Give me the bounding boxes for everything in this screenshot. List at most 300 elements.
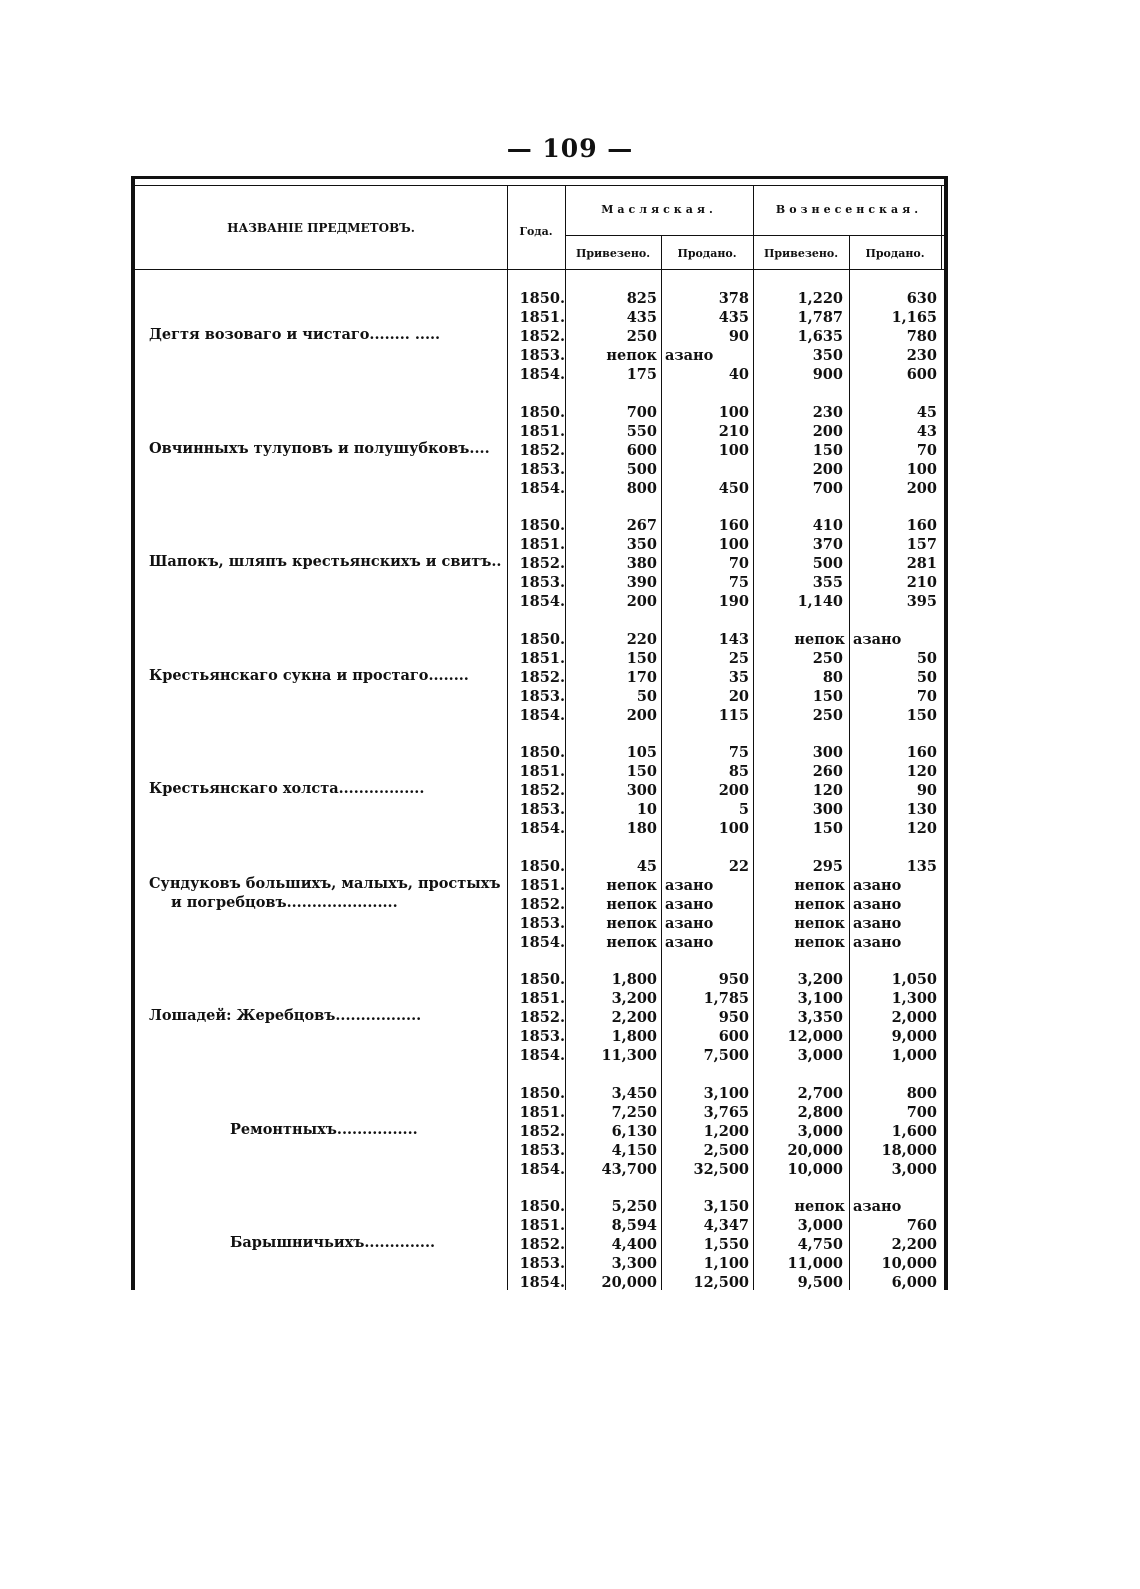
item-name: Сундуковъ большихъ, малыхъ, простыхъ bbox=[149, 875, 501, 892]
not-shown-part-b: азано bbox=[853, 877, 902, 894]
voznesenskaya-sold: 1,165 bbox=[891, 309, 937, 326]
maslyanskaya-sold: 90 bbox=[728, 328, 749, 345]
table-row bbox=[135, 630, 952, 649]
maslyanskaya-sold: 1,785 bbox=[703, 990, 749, 1007]
item-group bbox=[135, 970, 952, 1065]
year-cell: 1853. bbox=[519, 688, 565, 705]
maslyanskaya-imported: 3,450 bbox=[611, 1085, 657, 1102]
item-name: Крестьянскаго сукна и простаго........ bbox=[149, 667, 469, 684]
header-market-voznesenskaya: Вознесенская. bbox=[775, 203, 923, 216]
voznesenskaya-imported: 1,635 bbox=[797, 328, 843, 345]
voznesenskaya-sold: 18,000 bbox=[881, 1142, 937, 1159]
table-row bbox=[135, 308, 952, 327]
maslyanskaya-imported: 1,800 bbox=[611, 1028, 657, 1045]
maslyanskaya-sold: 600 bbox=[718, 1028, 749, 1045]
table-row bbox=[135, 1084, 952, 1103]
voznesenskaya-sold: 760 bbox=[906, 1217, 937, 1234]
year-cell: 1853. bbox=[519, 574, 565, 591]
year-cell: 1852. bbox=[519, 1236, 565, 1253]
voznesenskaya-sold: 2,000 bbox=[891, 1009, 937, 1026]
year-cell: 1854. bbox=[519, 480, 565, 497]
item-group bbox=[135, 516, 952, 611]
page-number: — 109 — bbox=[506, 134, 634, 163]
year-cell: 1854. bbox=[519, 366, 565, 383]
header-item-name: НАЗВАНІЕ ПРЕДМЕТОВЪ. bbox=[227, 221, 415, 235]
voznesenskaya-imported: 200 bbox=[812, 423, 843, 440]
voznesenskaya-sold: 90 bbox=[916, 782, 937, 799]
rule-right-header bbox=[941, 185, 942, 269]
voznesenskaya-imported: 900 bbox=[812, 366, 843, 383]
year-cell: 1853. bbox=[519, 1142, 565, 1159]
not-shown-part-b: азано bbox=[665, 347, 714, 364]
maslyanskaya-imported: 43,700 bbox=[601, 1161, 657, 1178]
maslyanskaya-imported: 45 bbox=[636, 858, 657, 875]
maslyanskaya-sold: 160 bbox=[718, 517, 749, 534]
year-cell: 1853. bbox=[519, 915, 565, 932]
maslyanskaya-imported: 800 bbox=[626, 480, 657, 497]
voznesenskaya-sold: 1,300 bbox=[891, 990, 937, 1007]
table-row bbox=[135, 403, 952, 422]
voznesenskaya-imported: 250 bbox=[812, 650, 843, 667]
voznesenskaya-sold: 160 bbox=[906, 744, 937, 761]
maslyanskaya-sold: 100 bbox=[718, 442, 749, 459]
maslyanskaya-imported: 200 bbox=[626, 707, 657, 724]
voznesenskaya-sold: 780 bbox=[906, 328, 937, 345]
maslyanskaya-sold: 20 bbox=[728, 688, 749, 705]
table-row bbox=[135, 289, 952, 308]
maslyanskaya-imported: 170 bbox=[626, 669, 657, 686]
not-shown-part-a: непок bbox=[794, 877, 845, 894]
header-v1-imported: Привезено. bbox=[763, 247, 839, 260]
maslyanskaya-sold: 22 bbox=[728, 858, 749, 875]
voznesenskaya-imported: 3,100 bbox=[797, 990, 843, 1007]
voznesenskaya-sold: 43 bbox=[916, 423, 937, 440]
maslyanskaya-sold: 450 bbox=[718, 480, 749, 497]
maslyanskaya-sold: 40 bbox=[728, 366, 749, 383]
not-shown-part-b: азано bbox=[853, 934, 902, 951]
maslyanskaya-imported: 380 bbox=[626, 555, 657, 572]
voznesenskaya-sold: 120 bbox=[906, 763, 937, 780]
maslyanskaya-sold: 143 bbox=[718, 631, 749, 648]
year-cell: 1851. bbox=[519, 536, 565, 553]
voznesenskaya-imported: 12,000 bbox=[787, 1028, 843, 1045]
maslyanskaya-imported: 3,300 bbox=[611, 1255, 657, 1272]
table-row bbox=[135, 554, 952, 573]
voznesenskaya-imported: 2,800 bbox=[797, 1104, 843, 1121]
voznesenskaya-sold: 200 bbox=[906, 480, 937, 497]
voznesenskaya-sold: 45 bbox=[916, 404, 937, 421]
table-row bbox=[135, 970, 952, 989]
maslyanskaya-imported: 20,000 bbox=[601, 1274, 657, 1291]
table-row bbox=[135, 914, 952, 933]
maslyanskaya-imported: 175 bbox=[626, 366, 657, 383]
voznesenskaya-imported: 80 bbox=[822, 669, 843, 686]
table-row bbox=[135, 1216, 952, 1235]
item-name: Овчинныхъ тулуповъ и полушубковъ.... bbox=[149, 440, 490, 457]
maslyanskaya-imported: 3,200 bbox=[611, 990, 657, 1007]
year-cell: 1854. bbox=[519, 593, 565, 610]
year-cell: 1851. bbox=[519, 650, 565, 667]
year-cell: 1850. bbox=[519, 517, 565, 534]
not-shown-part-a: непок bbox=[794, 631, 845, 648]
voznesenskaya-imported: 4,750 bbox=[797, 1236, 843, 1253]
voznesenskaya-imported: 500 bbox=[812, 555, 843, 572]
table-row bbox=[135, 895, 952, 914]
table-row bbox=[135, 535, 952, 554]
table-row bbox=[135, 346, 952, 365]
voznesenskaya-imported: 355 bbox=[812, 574, 843, 591]
voznesenskaya-imported: 3,000 bbox=[797, 1217, 843, 1234]
maslyanskaya-sold: 100 bbox=[718, 820, 749, 837]
voznesenskaya-sold: 800 bbox=[906, 1085, 937, 1102]
voznesenskaya-sold: 50 bbox=[916, 650, 937, 667]
maslyanskaya-sold: 4,347 bbox=[703, 1217, 749, 1234]
table-row bbox=[135, 1046, 952, 1065]
maslyanskaya-sold: 100 bbox=[718, 404, 749, 421]
voznesenskaya-imported: 9,500 bbox=[797, 1274, 843, 1291]
rule-header-bottom bbox=[135, 269, 945, 270]
table-row bbox=[135, 687, 952, 706]
maslyanskaya-imported: 8,594 bbox=[611, 1217, 657, 1234]
item-name: и погребцовъ...................... bbox=[171, 894, 398, 911]
table-row bbox=[135, 819, 952, 838]
item-group bbox=[135, 857, 952, 952]
voznesenskaya-sold: 700 bbox=[906, 1104, 937, 1121]
maslyanskaya-imported: 250 bbox=[626, 328, 657, 345]
year-cell: 1854. bbox=[519, 934, 565, 951]
voznesenskaya-sold: 130 bbox=[906, 801, 937, 818]
voznesenskaya-sold: 1,000 bbox=[891, 1047, 937, 1064]
item-group bbox=[135, 403, 952, 498]
table-row bbox=[135, 876, 952, 895]
maslyanskaya-sold: 950 bbox=[718, 1009, 749, 1026]
item-group bbox=[135, 1197, 952, 1292]
not-shown-part-b: азано bbox=[665, 934, 714, 951]
voznesenskaya-imported: 150 bbox=[812, 442, 843, 459]
maslyanskaya-imported: 550 bbox=[626, 423, 657, 440]
year-cell: 1850. bbox=[519, 404, 565, 421]
not-shown-part-a: непок bbox=[794, 1198, 845, 1215]
not-shown-part-a: непок bbox=[606, 896, 657, 913]
not-shown-part-b: азано bbox=[853, 896, 902, 913]
table-row bbox=[135, 1273, 952, 1292]
item-group bbox=[135, 1084, 952, 1179]
table-row bbox=[135, 1235, 952, 1254]
table-row bbox=[135, 479, 952, 498]
voznesenskaya-imported: 150 bbox=[812, 688, 843, 705]
year-cell: 1851. bbox=[519, 877, 565, 894]
table-row bbox=[135, 1160, 952, 1179]
table-row bbox=[135, 1122, 952, 1141]
table-row bbox=[135, 1141, 952, 1160]
year-cell: 1851. bbox=[519, 990, 565, 1007]
voznesenskaya-imported: 10,000 bbox=[787, 1161, 843, 1178]
year-cell: 1853. bbox=[519, 1028, 565, 1045]
maslyanskaya-imported: 4,400 bbox=[611, 1236, 657, 1253]
table-row bbox=[135, 422, 952, 441]
year-cell: 1854. bbox=[519, 1047, 565, 1064]
not-shown-part-b: азано bbox=[665, 915, 714, 932]
table-row bbox=[135, 706, 952, 725]
voznesenskaya-sold: 600 bbox=[906, 366, 937, 383]
voznesenskaya-imported: 3,200 bbox=[797, 971, 843, 988]
voznesenskaya-sold: 1,050 bbox=[891, 971, 937, 988]
year-cell: 1850. bbox=[519, 631, 565, 648]
voznesenskaya-imported: 410 bbox=[812, 517, 843, 534]
maslyanskaya-imported: 180 bbox=[626, 820, 657, 837]
voznesenskaya-imported: 3,350 bbox=[797, 1009, 843, 1026]
voznesenskaya-imported: 300 bbox=[812, 801, 843, 818]
item-name: Лошадей: Жеребцовъ................. bbox=[149, 1007, 422, 1024]
maslyanskaya-sold: 378 bbox=[718, 290, 749, 307]
year-cell: 1851. bbox=[519, 1104, 565, 1121]
maslyanskaya-imported: 350 bbox=[626, 536, 657, 553]
year-cell: 1852. bbox=[519, 669, 565, 686]
maslyanskaya-sold: 35 bbox=[728, 669, 749, 686]
header-v1-sold: Продано. bbox=[865, 247, 925, 260]
table-row bbox=[135, 327, 952, 346]
voznesenskaya-sold: 6,000 bbox=[891, 1274, 937, 1291]
year-cell: 1850. bbox=[519, 1085, 565, 1102]
voznesenskaya-imported: 1,140 bbox=[797, 593, 843, 610]
voznesenskaya-imported: 200 bbox=[812, 461, 843, 478]
voznesenskaya-sold: 281 bbox=[906, 555, 937, 572]
header-m1-sold: Продано. bbox=[677, 247, 737, 260]
maslyanskaya-sold: 5 bbox=[738, 801, 749, 818]
voznesenskaya-sold: 9,000 bbox=[891, 1028, 937, 1045]
year-cell: 1852. bbox=[519, 328, 565, 345]
voznesenskaya-imported: 150 bbox=[812, 820, 843, 837]
year-cell: 1854. bbox=[519, 1274, 565, 1291]
table-row bbox=[135, 592, 952, 611]
statistics-table bbox=[131, 176, 948, 1290]
maslyanskaya-sold: 435 bbox=[718, 309, 749, 326]
table-row bbox=[135, 933, 952, 952]
voznesenskaya-sold: 1,600 bbox=[891, 1123, 937, 1140]
voznesenskaya-sold: 70 bbox=[916, 442, 937, 459]
not-shown-part-a: непок bbox=[794, 934, 845, 951]
year-cell: 1852. bbox=[519, 896, 565, 913]
year-cell: 1854. bbox=[519, 820, 565, 837]
voznesenskaya-imported: 120 bbox=[812, 782, 843, 799]
voznesenskaya-sold: 2,200 bbox=[891, 1236, 937, 1253]
header-m1-imported: Привезено. bbox=[575, 247, 651, 260]
year-cell: 1850. bbox=[519, 971, 565, 988]
voznesenskaya-sold: 150 bbox=[906, 707, 937, 724]
maslyanskaya-imported: 390 bbox=[626, 574, 657, 591]
maslyanskaya-sold: 85 bbox=[728, 763, 749, 780]
table-row bbox=[135, 441, 952, 460]
table-row bbox=[135, 743, 952, 762]
voznesenskaya-sold: 210 bbox=[906, 574, 937, 591]
not-shown-part-a: непок bbox=[606, 934, 657, 951]
voznesenskaya-sold: 160 bbox=[906, 517, 937, 534]
maslyanskaya-sold: 1,550 bbox=[703, 1236, 749, 1253]
voznesenskaya-imported: 2,700 bbox=[797, 1085, 843, 1102]
voznesenskaya-imported: 260 bbox=[812, 763, 843, 780]
item-name: Крестьянскаго холста................. bbox=[149, 780, 425, 797]
table-row bbox=[135, 460, 952, 479]
not-shown-part-b: азано bbox=[853, 915, 902, 932]
maslyanskaya-sold: 7,500 bbox=[703, 1047, 749, 1064]
maslyanskaya-sold: 3,150 bbox=[703, 1198, 749, 1215]
year-cell: 1853. bbox=[519, 801, 565, 818]
maslyanskaya-imported: 220 bbox=[626, 631, 657, 648]
item-name: Ремонтныхъ................ bbox=[230, 1121, 418, 1138]
year-cell: 1852. bbox=[519, 1009, 565, 1026]
not-shown-part-b: азано bbox=[665, 877, 714, 894]
maslyanskaya-sold: 1,100 bbox=[703, 1255, 749, 1272]
maslyanskaya-sold: 75 bbox=[728, 744, 749, 761]
item-group bbox=[135, 743, 952, 838]
table-row bbox=[135, 781, 952, 800]
table-row bbox=[135, 1197, 952, 1216]
voznesenskaya-sold: 50 bbox=[916, 669, 937, 686]
maslyanskaya-imported: 435 bbox=[626, 309, 657, 326]
year-cell: 1850. bbox=[519, 1198, 565, 1215]
not-shown-part-b: азано bbox=[853, 631, 902, 648]
voznesenskaya-sold: 230 bbox=[906, 347, 937, 364]
maslyanskaya-sold: 210 bbox=[718, 423, 749, 440]
maslyanskaya-sold: 2,500 bbox=[703, 1142, 749, 1159]
item-name: Дегтя возоваго и чистаго........ ..... bbox=[149, 326, 441, 343]
maslyanskaya-sold: 70 bbox=[728, 555, 749, 572]
maslyanskaya-imported: 825 bbox=[626, 290, 657, 307]
voznesenskaya-imported: 1,220 bbox=[797, 290, 843, 307]
voznesenskaya-sold: 120 bbox=[906, 820, 937, 837]
maslyanskaya-imported: 2,200 bbox=[611, 1009, 657, 1026]
not-shown-part-a: непок bbox=[606, 347, 657, 364]
table-row bbox=[135, 1027, 952, 1046]
maslyanskaya-imported: 150 bbox=[626, 650, 657, 667]
voznesenskaya-imported: 700 bbox=[812, 480, 843, 497]
not-shown-part-b: азано bbox=[665, 896, 714, 913]
year-cell: 1851. bbox=[519, 423, 565, 440]
maslyanskaya-sold: 32,500 bbox=[693, 1161, 749, 1178]
voznesenskaya-sold: 157 bbox=[906, 536, 937, 553]
maslyanskaya-imported: 300 bbox=[626, 782, 657, 799]
year-cell: 1854. bbox=[519, 707, 565, 724]
voznesenskaya-sold: 70 bbox=[916, 688, 937, 705]
voznesenskaya-sold: 100 bbox=[906, 461, 937, 478]
not-shown-part-b: азано bbox=[853, 1198, 902, 1215]
table-row bbox=[135, 1254, 952, 1273]
item-group bbox=[135, 289, 952, 384]
maslyanskaya-sold: 12,500 bbox=[693, 1274, 749, 1291]
table-row bbox=[135, 857, 952, 876]
not-shown-part-a: непок bbox=[606, 915, 657, 932]
year-cell: 1853. bbox=[519, 347, 565, 364]
voznesenskaya-sold: 135 bbox=[906, 858, 937, 875]
table-row bbox=[135, 516, 952, 535]
not-shown-part-a: непок bbox=[794, 915, 845, 932]
maslyanskaya-imported: 500 bbox=[626, 461, 657, 478]
not-shown-part-a: непок bbox=[606, 877, 657, 894]
year-cell: 1852. bbox=[519, 782, 565, 799]
maslyanskaya-imported: 6,130 bbox=[611, 1123, 657, 1140]
maslyanskaya-imported: 267 bbox=[626, 517, 657, 534]
maslyanskaya-imported: 200 bbox=[626, 593, 657, 610]
rule-subheader bbox=[565, 235, 945, 236]
table-row bbox=[135, 1008, 952, 1027]
year-cell: 1853. bbox=[519, 461, 565, 478]
maslyanskaya-sold: 75 bbox=[728, 574, 749, 591]
table-row bbox=[135, 762, 952, 781]
maslyanskaya-sold: 1,200 bbox=[703, 1123, 749, 1140]
voznesenskaya-imported: 230 bbox=[812, 404, 843, 421]
maslyanskaya-imported: 5,250 bbox=[611, 1198, 657, 1215]
maslyanskaya-sold: 100 bbox=[718, 536, 749, 553]
year-cell: 1852. bbox=[519, 555, 565, 572]
voznesenskaya-sold: 3,000 bbox=[891, 1161, 937, 1178]
maslyanskaya-imported: 700 bbox=[626, 404, 657, 421]
year-cell: 1851. bbox=[519, 1217, 565, 1234]
table-row bbox=[135, 1103, 952, 1122]
maslyanskaya-sold: 25 bbox=[728, 650, 749, 667]
not-shown-part-a: непок bbox=[794, 896, 845, 913]
rule-top-inner bbox=[135, 185, 945, 186]
table-row bbox=[135, 800, 952, 819]
voznesenskaya-imported: 250 bbox=[812, 707, 843, 724]
maslyanskaya-imported: 50 bbox=[636, 688, 657, 705]
header-year: Года. bbox=[519, 225, 553, 238]
year-cell: 1850. bbox=[519, 290, 565, 307]
maslyanskaya-sold: 3,100 bbox=[703, 1085, 749, 1102]
maslyanskaya-imported: 7,250 bbox=[611, 1104, 657, 1121]
header-market-maslyanskaya: Масляская. bbox=[601, 203, 717, 216]
voznesenskaya-imported: 370 bbox=[812, 536, 843, 553]
table-row bbox=[135, 649, 952, 668]
voznesenskaya-imported: 3,000 bbox=[797, 1123, 843, 1140]
voznesenskaya-sold: 395 bbox=[906, 593, 937, 610]
year-cell: 1851. bbox=[519, 763, 565, 780]
voznesenskaya-imported: 20,000 bbox=[787, 1142, 843, 1159]
maslyanskaya-sold: 950 bbox=[718, 971, 749, 988]
maslyanskaya-imported: 1,800 bbox=[611, 971, 657, 988]
year-cell: 1852. bbox=[519, 442, 565, 459]
maslyanskaya-sold: 190 bbox=[718, 593, 749, 610]
table-row bbox=[135, 668, 952, 687]
item-name: Шапокъ, шляпъ крестьянскихъ и свитъ.. bbox=[149, 553, 502, 570]
maslyanskaya-imported: 11,300 bbox=[601, 1047, 657, 1064]
voznesenskaya-sold: 10,000 bbox=[881, 1255, 937, 1272]
voznesenskaya-imported: 300 bbox=[812, 744, 843, 761]
maslyanskaya-sold: 200 bbox=[718, 782, 749, 799]
maslyanskaya-imported: 150 bbox=[626, 763, 657, 780]
table-row bbox=[135, 573, 952, 592]
voznesenskaya-sold: 630 bbox=[906, 290, 937, 307]
maslyanskaya-imported: 4,150 bbox=[611, 1142, 657, 1159]
maslyanskaya-sold: 115 bbox=[718, 707, 749, 724]
maslyanskaya-imported: 105 bbox=[626, 744, 657, 761]
maslyanskaya-sold: 3,765 bbox=[703, 1104, 749, 1121]
year-cell: 1854. bbox=[519, 1161, 565, 1178]
item-group bbox=[135, 630, 952, 725]
table-row bbox=[135, 989, 952, 1008]
voznesenskaya-imported: 1,787 bbox=[797, 309, 843, 326]
voznesenskaya-imported: 350 bbox=[812, 347, 843, 364]
year-cell: 1853. bbox=[519, 1255, 565, 1272]
table-row bbox=[135, 365, 952, 384]
voznesenskaya-imported: 3,000 bbox=[797, 1047, 843, 1064]
maslyanskaya-imported: 600 bbox=[626, 442, 657, 459]
maslyanskaya-imported: 10 bbox=[636, 801, 657, 818]
voznesenskaya-imported: 11,000 bbox=[787, 1255, 843, 1272]
voznesenskaya-imported: 295 bbox=[812, 858, 843, 875]
year-cell: 1851. bbox=[519, 309, 565, 326]
item-name: Барышничьихъ.............. bbox=[230, 1234, 436, 1251]
year-cell: 1852. bbox=[519, 1123, 565, 1140]
